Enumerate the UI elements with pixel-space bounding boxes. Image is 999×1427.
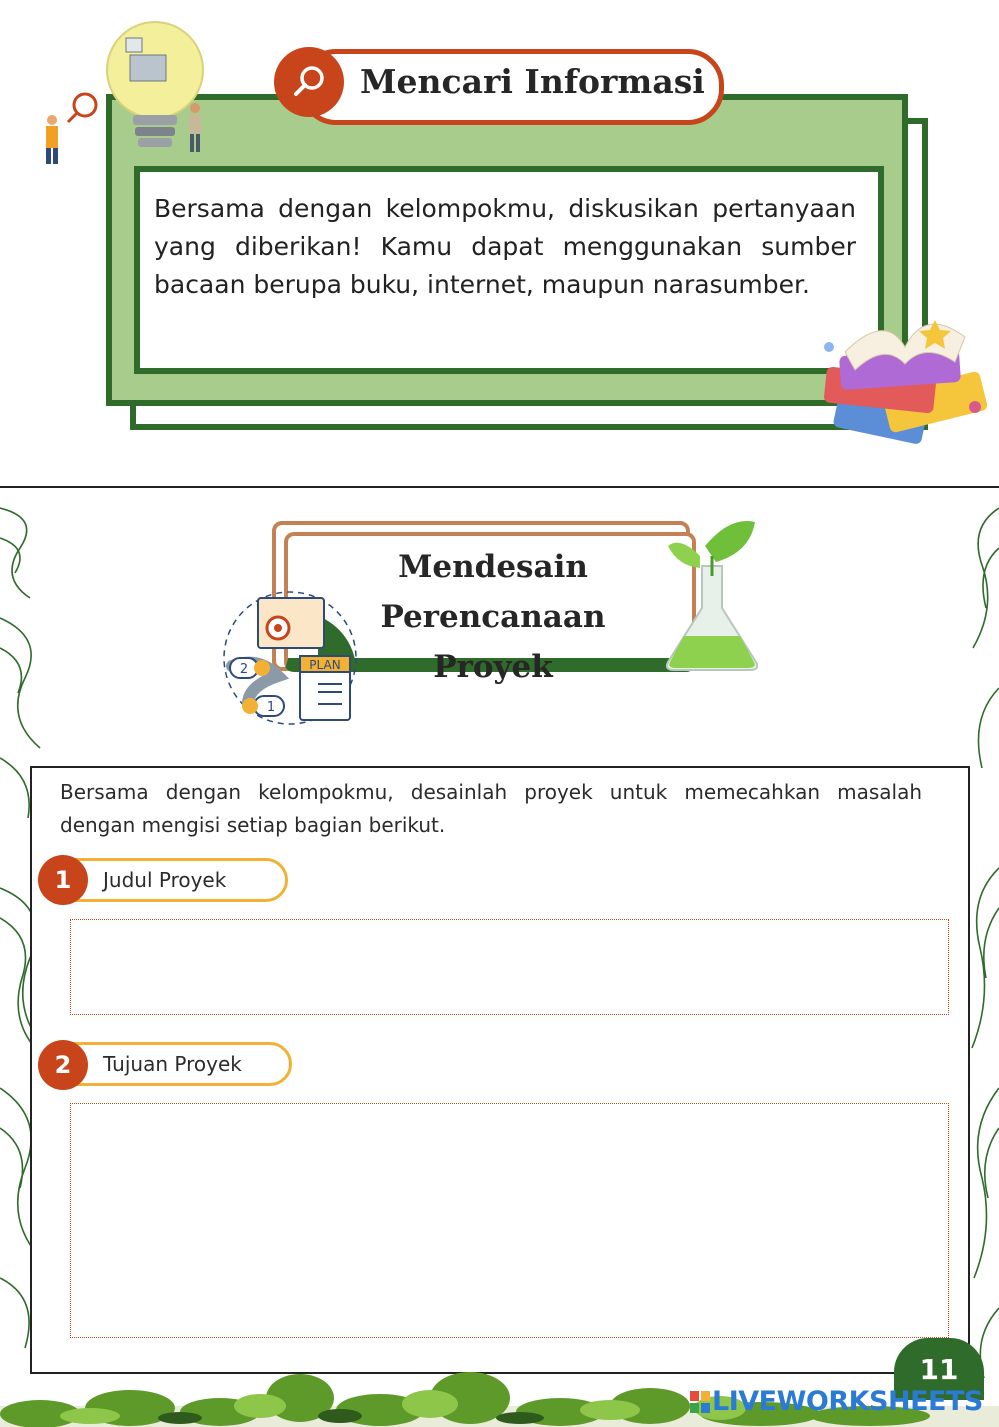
- plan-label: PLAN: [309, 658, 341, 672]
- lightbulb-illustration: [30, 10, 220, 170]
- flask-illustration: [660, 516, 765, 672]
- step-1-label: Judul Proyek: [103, 868, 227, 892]
- magnifier-icon: [290, 63, 328, 101]
- svg-text:1: 1: [266, 700, 276, 715]
- info-title-badge: [274, 47, 344, 117]
- books-illustration: [815, 292, 995, 462]
- section-divider: [0, 486, 999, 488]
- brand-label: LIVEWORKSHEETS: [712, 1386, 983, 1417]
- step-2-number-badge: [38, 1040, 88, 1090]
- step-2-label: Tujuan Proyek: [103, 1052, 242, 1076]
- info-title: Mencari Informasi: [360, 62, 705, 101]
- judul-proyek-answer-field[interactable]: [70, 919, 949, 1015]
- step-1-number: 1: [54, 866, 72, 894]
- design-instructions: Bersama dengan kelompokmu, desainlah proyek untuk memecahkan masalah dengan mengisi setiap bagian berikut.: [60, 780, 922, 837]
- page-number: 11: [919, 1352, 959, 1386]
- svg-text:2: 2: [239, 662, 249, 677]
- design-title-line2: Proyek: [433, 649, 553, 685]
- plan-icon: [218, 586, 368, 731]
- step-2-number: 2: [54, 1051, 72, 1079]
- tujuan-proyek-answer-field[interactable]: [70, 1103, 949, 1338]
- design-title-line1: Mendesain Perencanaan: [380, 549, 606, 635]
- info-instructions: Bersama dengan kelompokmu, diskusikan pertanyaan yang diberikan! Kamu dapat menggunakan sumber bacaan berupa buku, internet, maupun narasumber.: [154, 194, 856, 299]
- step-1-number-badge: [38, 855, 88, 905]
- liveworksheets-logo-icon: [690, 1391, 710, 1413]
- contour-decoration-right: [968, 488, 999, 1388]
- liveworksheets-brand[interactable]: [690, 1386, 983, 1417]
